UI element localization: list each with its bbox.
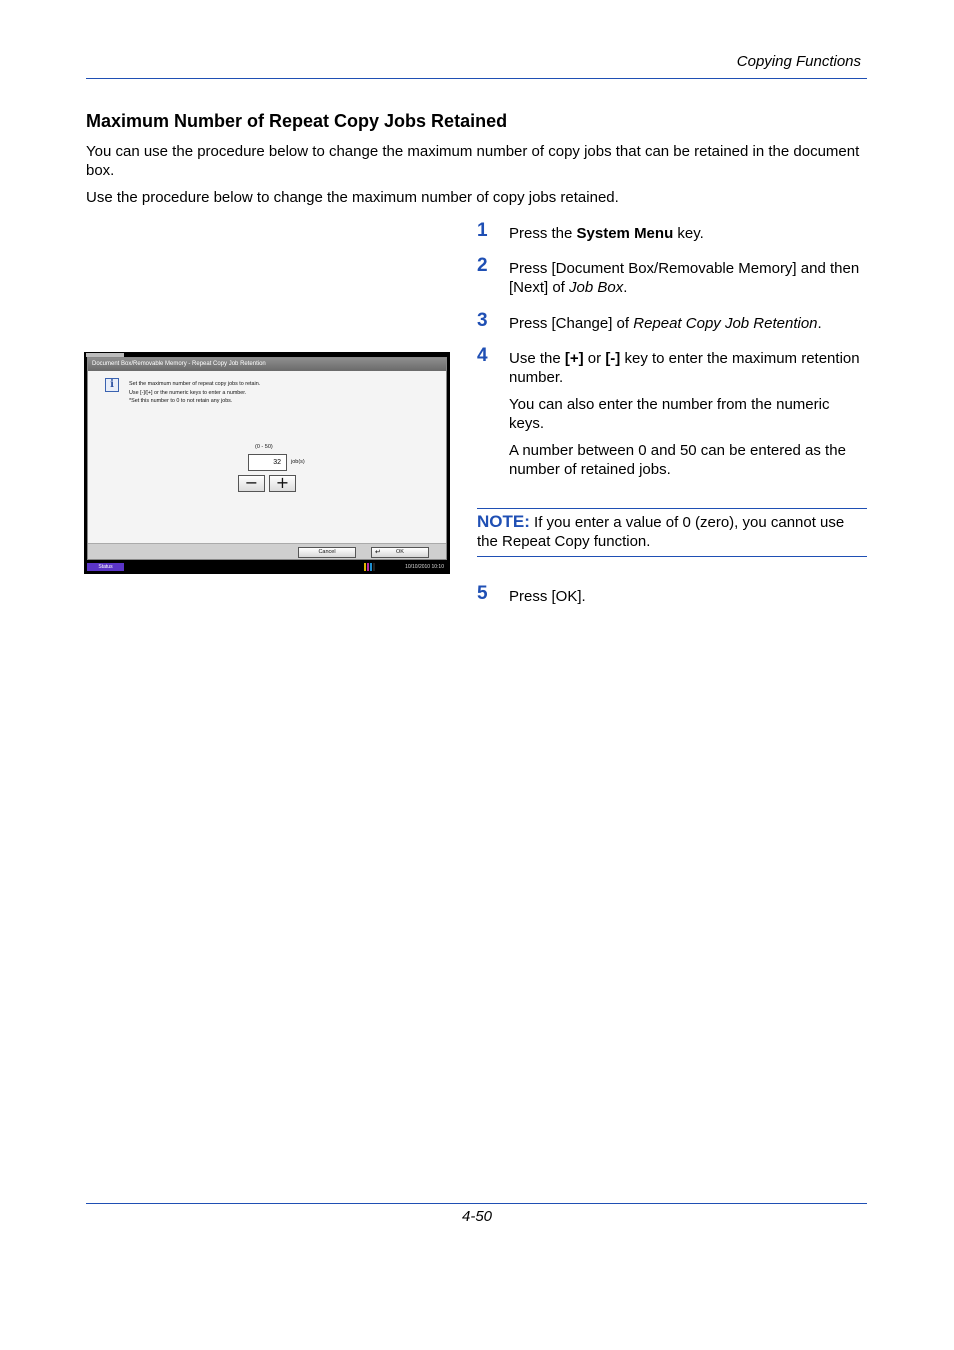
note-box	[477, 508, 867, 557]
running-header: Copying Functions	[736, 53, 861, 70]
ok-button[interactable]: ↵ OK	[371, 547, 429, 558]
screen-bottom-bar	[88, 543, 446, 559]
cancel-button[interactable]: Cancel	[298, 547, 356, 558]
step-3: 3 Press [Change] of Repeat Copy Job Retention.	[477, 310, 822, 332]
note-text: If you enter a value of 0 (zero), you cannot use the Repeat Copy function.	[477, 514, 845, 550]
step-number: 4	[477, 345, 488, 366]
step-2: 2 Press [Document Box/Removable Memory] and then [Next] of Job Box.	[477, 255, 860, 296]
screen-datetime: 10/10/2010 10:10	[405, 564, 444, 570]
minus-button[interactable]: −	[238, 475, 265, 492]
enter-icon: ↵	[375, 549, 381, 556]
step-4: 4 Use the [+] or [-] key to enter the maximum retention number. You can also enter the number from the numeric keys. A number between 0 and 50 can be entered as the number of retained jobs.	[477, 349, 867, 479]
step-number: 5	[477, 583, 488, 604]
step-number: 2	[477, 255, 488, 276]
status-button[interactable]: Status	[87, 563, 124, 571]
device-screen	[84, 352, 450, 574]
page-number: 4-50	[461, 1208, 493, 1225]
step-1: 1 Press the System Menu key.	[477, 220, 704, 242]
plus-button[interactable]: +	[269, 475, 296, 492]
screen-message: Set the maximum number of repeat copy jobs to retain. Use [-]/[+] or the numeric keys to enter a number. *Set this number to 0 to not retain any jobs.	[129, 381, 261, 404]
header-rule	[86, 78, 867, 79]
footer-rule	[86, 1203, 867, 1204]
screen-panel	[87, 357, 447, 560]
step-number: 3	[477, 310, 488, 331]
unit-label: job(s)	[291, 459, 305, 465]
range-label: (0 - 50)	[255, 444, 273, 450]
step-5: 5 Press [OK].	[477, 583, 586, 605]
screen-title: Document Box/Removable Memory - Repeat Copy Job Retention	[88, 358, 446, 371]
step-4-range: A number between 0 and 50 can be entered as the number of retained jobs.	[509, 442, 846, 478]
info-icon: i	[105, 378, 119, 392]
note-label: NOTE:	[477, 512, 530, 531]
retention-value-field[interactable]: 32	[248, 454, 287, 471]
intro-paragraph: You can use the procedure below to change the maximum number of copy jobs that can be retained in the document box.	[86, 143, 860, 179]
section-title: Maximum Number of Repeat Copy Jobs Retained	[86, 111, 508, 131]
step-4-detail: You can also enter the number from the numeric keys.	[509, 396, 830, 432]
step-number: 1	[477, 220, 488, 241]
toner-status-icon	[364, 563, 376, 571]
procedure-paragraph: Use the procedure below to change the maximum number of copy jobs retained.	[86, 189, 619, 206]
